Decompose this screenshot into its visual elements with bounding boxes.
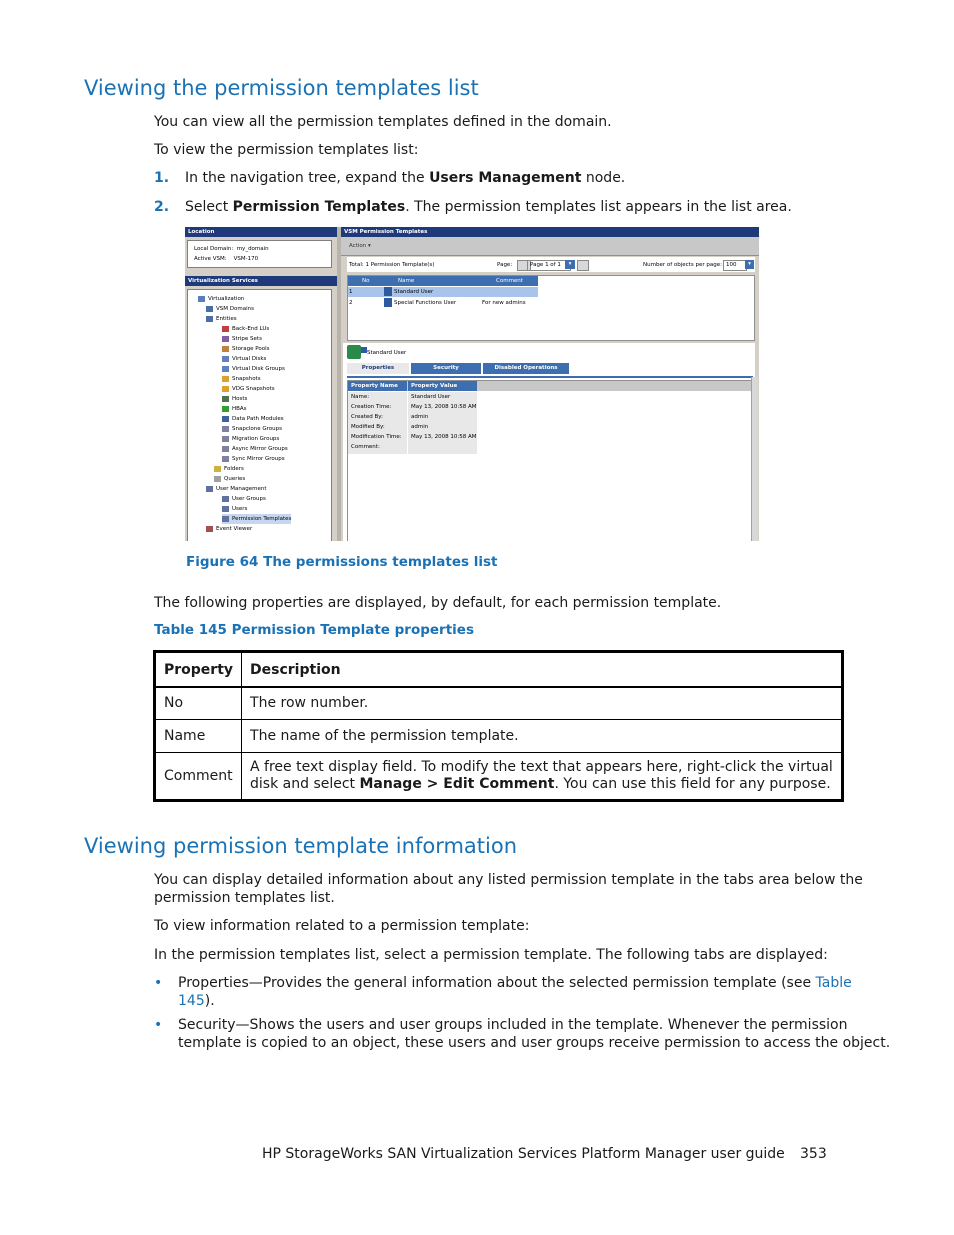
hba-icon xyxy=(222,406,229,412)
lead-text: To view the permission templates list: xyxy=(154,142,419,158)
property-value: admin xyxy=(411,424,429,430)
table-cell: Comment xyxy=(155,752,242,800)
permission-icon xyxy=(222,516,229,522)
tree-item[interactable]: Back-End LUs xyxy=(222,324,269,334)
template-icon xyxy=(384,298,392,307)
bullet-icon: • xyxy=(154,1017,163,1033)
tab-disabled-operations[interactable]: Disabled Operations xyxy=(483,363,569,374)
tree-item[interactable]: Folders xyxy=(214,464,244,474)
step-number: 1. xyxy=(154,170,170,186)
step-2 xyxy=(154,198,792,216)
table-header-row xyxy=(155,652,843,688)
local-domain-label: Local Domain: xyxy=(194,246,234,252)
action-menu[interactable]: Action ▾ xyxy=(349,243,371,249)
queries-icon xyxy=(214,476,221,482)
migration-icon xyxy=(222,436,229,442)
section-heading-info: Viewing permission template information xyxy=(84,834,518,858)
entities-icon xyxy=(206,316,213,322)
column-header[interactable]: Name xyxy=(398,278,415,284)
table-cell: The name of the permission template. xyxy=(242,719,843,752)
tree-item[interactable]: Users xyxy=(222,504,247,514)
snapshot-icon xyxy=(222,376,229,382)
property-value: May 13, 2008 10:58 AM xyxy=(411,434,477,440)
async-mirror-icon xyxy=(222,446,229,452)
list-header xyxy=(348,276,538,286)
templates-list xyxy=(347,275,755,341)
template-icon xyxy=(384,287,392,296)
user-icon xyxy=(222,506,229,512)
disk-group-icon xyxy=(222,366,229,372)
tree-item-selected[interactable]: Permission Templates xyxy=(222,514,291,524)
properties-table xyxy=(153,650,844,802)
properties-grid xyxy=(347,380,755,541)
disk-icon xyxy=(222,356,229,362)
info-lead: To view information related to a permission template: xyxy=(154,918,530,934)
column-header[interactable]: Property Name xyxy=(348,381,407,391)
tab-security[interactable]: Security xyxy=(411,363,481,374)
list-row[interactable]: 2 Special Functions User For new admins xyxy=(349,300,526,306)
user-template-icon xyxy=(347,345,361,359)
chevron-down-icon[interactable]: ▾ xyxy=(565,260,575,269)
local-domain-value: my_domain xyxy=(236,246,269,252)
info-intro: You can display detailed information about any listed permission template in the tabs area below the permission templates list. xyxy=(154,872,863,906)
step-1 xyxy=(154,169,626,187)
table-cell: A free text display field. To modify the text that appears here, right-click the virtual disk and select Manage > Edit Comment. You can use this field for any purpose. xyxy=(242,752,843,800)
props-intro: The following properties are displayed, by default, for each permission template. xyxy=(154,595,722,611)
tree-item[interactable]: VSM Domains xyxy=(206,304,254,314)
tree-panel xyxy=(185,276,337,541)
domain-icon xyxy=(206,306,213,312)
tree-item[interactable]: Storage Pools xyxy=(222,344,270,354)
total-label: Total: 1 Permission Template(s) xyxy=(349,262,435,268)
tree-item[interactable]: Virtual Disks xyxy=(222,354,266,364)
navigation-tree xyxy=(187,289,332,541)
table-row xyxy=(155,687,843,719)
snapclone-icon xyxy=(222,426,229,432)
tree-item[interactable]: Virtual Disk Groups xyxy=(222,364,285,374)
pool-icon xyxy=(222,346,229,352)
table-header: Description xyxy=(242,652,843,688)
tree-item[interactable]: Snapshots xyxy=(222,374,261,384)
intro-text: You can view all the permission templates defined in the domain. xyxy=(154,114,612,130)
users-management-icon xyxy=(206,486,213,492)
chevron-down-icon[interactable]: ▾ xyxy=(745,260,754,269)
page-label: Page: xyxy=(497,262,513,268)
tree-item[interactable]: VDG Snapshots xyxy=(222,384,275,394)
tab-properties[interactable]: Properties xyxy=(347,363,409,374)
page-number: 353 xyxy=(800,1146,827,1162)
tree-item[interactable]: Data Path Modules xyxy=(222,414,284,424)
figure-caption: Figure 64 The permissions templates list xyxy=(186,554,498,570)
user-groups-icon xyxy=(222,496,229,502)
property-name: Modification Time: xyxy=(351,434,402,440)
tree-item[interactable]: Stripe Sets xyxy=(222,334,262,344)
tree-item[interactable]: Event Viewer xyxy=(206,524,252,534)
info-select: In the permission templates list, select a permission template. The following tabs are displayed: xyxy=(154,947,828,963)
location-bar: Location xyxy=(185,227,337,237)
step-bold: Users Management xyxy=(429,170,582,186)
selected-template-name: Standard User xyxy=(367,350,407,356)
tab-strip xyxy=(347,363,751,374)
step-number: 2. xyxy=(154,199,170,215)
vdg-snapshot-icon xyxy=(222,386,229,392)
tree-item[interactable]: Migration Groups xyxy=(222,434,279,444)
property-name: Creation Time: xyxy=(351,404,392,410)
tree-item[interactable]: Virtualization xyxy=(198,294,244,304)
property-name: Modified By: xyxy=(351,424,385,430)
objects-input[interactable]: 100 xyxy=(723,260,747,271)
property-name: Created By: xyxy=(351,414,383,420)
step-text: . The permission templates list appears in the list area. xyxy=(405,199,792,215)
list-row-selected[interactable]: 1 Standard User xyxy=(348,287,538,297)
step-text: Select xyxy=(185,199,233,215)
property-name: Name: xyxy=(351,394,370,400)
table-caption: Table 145 Permission Template properties xyxy=(154,622,474,638)
column-header[interactable]: Property Value xyxy=(408,381,477,391)
tree-item[interactable]: User Management xyxy=(206,484,267,494)
table-row xyxy=(155,752,843,800)
scrollbar[interactable] xyxy=(751,377,758,541)
tree-item[interactable]: Hosts xyxy=(222,394,247,404)
stripe-icon xyxy=(222,336,229,342)
page-select[interactable]: Page 1 of 1 xyxy=(527,260,571,271)
table-header: Property xyxy=(155,652,242,688)
bullet-properties: • Properties—Provides the general information about the selected permission template (see Table 145). xyxy=(154,975,852,1009)
page-next-button[interactable] xyxy=(577,260,589,271)
detail-area xyxy=(343,343,755,541)
tree-item[interactable]: Sync Mirror Groups xyxy=(222,454,285,464)
active-vsm-value: VSM-170 xyxy=(233,256,259,262)
folder-icon xyxy=(198,296,205,302)
active-vsm-label: Active VSM: xyxy=(194,256,227,262)
table-cell: The row number. xyxy=(242,687,843,719)
event-viewer-icon xyxy=(206,526,213,532)
tree-item[interactable]: Queries xyxy=(214,474,245,484)
objects-label: Number of objects per page: xyxy=(643,262,722,268)
property-value: Standard User xyxy=(411,394,451,400)
step-text: node. xyxy=(581,170,626,186)
right-panel xyxy=(341,227,759,541)
footer-title: HP StorageWorks SAN Virtualization Services Platform Manager user guide xyxy=(262,1146,785,1162)
table-cell: Name xyxy=(155,719,242,752)
property-value: admin xyxy=(411,414,429,420)
host-icon xyxy=(222,396,229,402)
table-link[interactable]: Table xyxy=(815,975,852,991)
section-heading-list: Viewing the permission templates list xyxy=(84,76,479,100)
lu-icon xyxy=(222,326,229,332)
table-row xyxy=(155,719,843,752)
sync-mirror-icon xyxy=(222,456,229,462)
permission-templates-screenshot xyxy=(185,227,759,541)
location-panel xyxy=(185,227,337,271)
dpm-icon xyxy=(222,416,229,422)
tree-bar: Virtualization Services xyxy=(185,276,337,286)
column-header[interactable]: No xyxy=(362,278,370,284)
table-cell: No xyxy=(155,687,242,719)
bullet-icon: • xyxy=(154,975,163,991)
tree-item[interactable]: Entities xyxy=(206,314,237,324)
tree-item[interactable]: User Groups xyxy=(222,494,266,504)
tree-item[interactable]: Async Mirror Groups xyxy=(222,444,288,454)
property-value: May 13, 2008 10:58 AM xyxy=(411,404,477,410)
step-bold: Permission Templates xyxy=(232,199,406,215)
folders-icon xyxy=(214,466,221,472)
tree-item[interactable]: HBAs xyxy=(222,404,247,414)
column-header[interactable]: Comment xyxy=(496,278,523,284)
property-name: Comment: xyxy=(351,444,380,450)
right-bar: VSM Permission Templates xyxy=(341,227,759,237)
tree-item[interactable]: Snapclone Groups xyxy=(222,424,282,434)
bullet-security: • Security—Shows the users and user groups included in the template. Whenever the permission template is copied to an object, these users and user groups receive permission to access the object. xyxy=(154,1017,891,1051)
table-link[interactable]: 145 xyxy=(178,993,205,1009)
step-text: In the navigation tree, expand the xyxy=(185,170,430,186)
